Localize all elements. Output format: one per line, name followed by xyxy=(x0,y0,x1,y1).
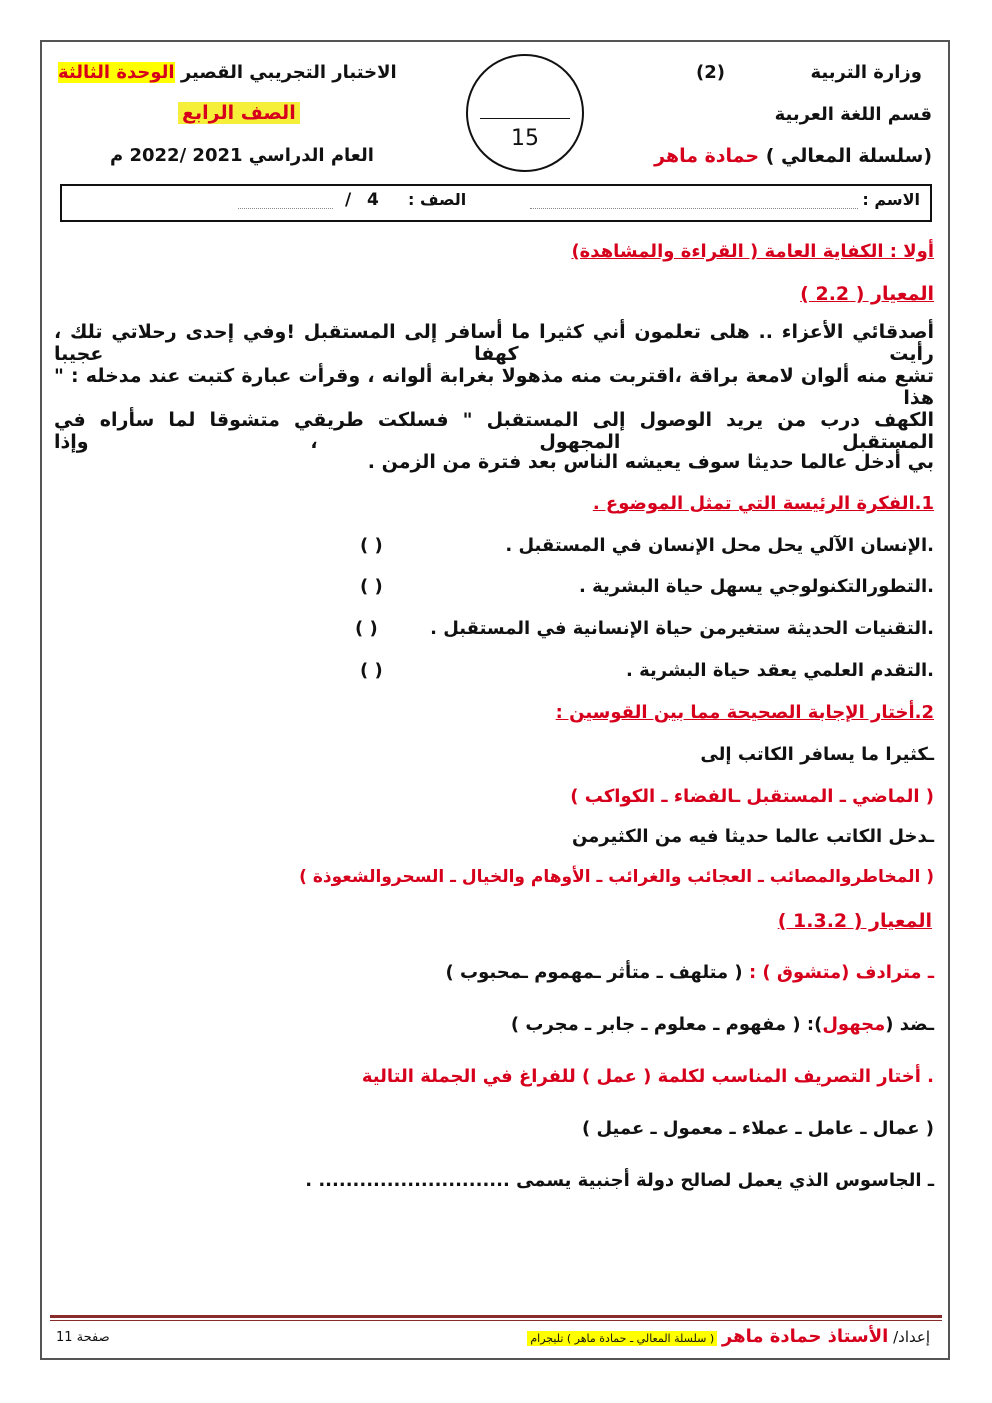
synonym-choices: ( متلهف ـ متأثر ـمهموم ـمحبوب ) xyxy=(445,962,743,983)
section1-criterion: المعيار ( 2.2 ) xyxy=(800,283,934,305)
synonym-question xyxy=(446,962,934,983)
footer-rule-thin xyxy=(50,1320,942,1321)
footer-author: الأستاذ حمادة ماهر xyxy=(721,1326,889,1347)
class-section-field[interactable] xyxy=(238,208,333,209)
footer-rule xyxy=(50,1315,942,1318)
reading-paragraph-line: تشع منه ألوان لامعة براقة ،اقتربت منه مذهولا بغرابة ألوانه ، وقرأت عبارة كتبت عند مدخله : " هذا xyxy=(54,365,934,409)
class-label: الصف : xyxy=(408,190,467,209)
page-frame xyxy=(40,40,950,1360)
exam-title xyxy=(58,62,397,83)
q1-answer-box[interactable]: ( ) xyxy=(360,660,383,681)
class-separator: / xyxy=(345,190,352,210)
class-value: 4 xyxy=(367,190,379,210)
exam-unit: الوحدة الثالثة xyxy=(58,62,175,83)
conjugation-title: . أختار التصريف المناسب لكلمة ( عمل ) للفراغ في الجملة التالية xyxy=(361,1066,934,1087)
exam-title-prefix: الاختبار التجريبي القصير xyxy=(180,62,397,83)
ministry-label: وزارة التربية xyxy=(810,62,922,83)
question2-title: 2.أختار الإجابة الصحيحة مما بين القوسين : xyxy=(555,702,934,723)
series-author: حمادة ماهر xyxy=(654,145,760,167)
antonym-question xyxy=(511,1014,934,1035)
score-divider xyxy=(480,118,570,119)
score-circle xyxy=(466,54,584,172)
reading-paragraph-line: الكهف درب من يريد الوصول إلى المستقبل " فسلكت طريقي متشوقا لما سأراه في المستقبل المجهول ، وإذا xyxy=(54,409,934,453)
series-prefix: (سلسلة المعالي ) xyxy=(765,145,932,167)
section2-criterion: المعيار ( 1.3.2 ) xyxy=(777,910,932,932)
section1-title: أولا : الكفاية العامة ( القراءة والمشاهدة) xyxy=(571,241,934,262)
department-label: قسم اللغة العربية xyxy=(774,104,932,125)
antonym-label-b: ): xyxy=(806,1014,823,1035)
fill-in-sentence: ـ الجاسوس الذي يعمل لصالح دولة أجنبية يسمى ............................ . xyxy=(305,1170,934,1191)
student-info-box xyxy=(60,184,932,222)
synonym-label: ـ مترادف (متشوق ) : xyxy=(748,962,934,983)
footer-channel: ( سلسلة المعالي ـ حمادة ماهر ) تليجرام xyxy=(527,1331,717,1346)
footer-credit xyxy=(527,1326,930,1347)
reading-paragraph-line: أصدقائي الأعزاء .. هلى تعلمون أني كثيرا ما أسافر إلى المستقبل !وفي إحدى رحلاتي تلك ، رأيت كهفا عجيبا xyxy=(54,321,934,365)
exam-number: (2) xyxy=(696,62,725,83)
name-field[interactable] xyxy=(530,208,858,209)
school-year: العام الدراسي 2021 /2022 م xyxy=(110,145,374,166)
q2b-stem: ـدخل الكاتب عالما حديثا فيه من الكثيرمن xyxy=(571,826,934,847)
q1-option: .التقدم العلمي يعقد حياة البشرية . xyxy=(626,660,934,681)
antonym-label-a: ـضد ( xyxy=(885,1014,934,1035)
q2a-stem: ـكثيرا ما يسافر الكاتب إلى xyxy=(700,744,934,765)
grade-label: الصف الرابع xyxy=(178,102,300,124)
q2a-choices: ( الماضي ـ المستقبل ـالفضاء ـ الكواكب ) xyxy=(570,786,934,807)
question1-title: 1.الفكرة الرئيسة التي تمثل الموضوع . xyxy=(592,493,934,514)
conjugation-choices: ( عمال ـ عامل ـ عملاء ـ معمول ـ عميل ) xyxy=(581,1118,934,1139)
q1-option: .التطورالتكنولوجي يسهل حياة البشرية . xyxy=(579,576,934,597)
q1-option: .الإنسان الآلي يحل محل الإنسان في المستقبل . xyxy=(505,535,934,556)
score-value: 15 xyxy=(511,126,539,151)
q1-option: .التقنيات الحديثة ستغيرمن حياة الإنسانية في المستقبل . xyxy=(430,618,934,639)
reading-paragraph-line: بي أدخل عالما حديثا سوف يعيشه الناس بعد فترة من الزمن . xyxy=(367,451,934,473)
name-label: الاسم : xyxy=(862,190,920,209)
series-line xyxy=(654,145,932,167)
q2b-choices: ( المخاطروالمصائب ـ العجائب والغرائب ـ الأوهام والخيال ـ السحروالشعوذة ) xyxy=(299,867,934,887)
page-number: صفحة 11 xyxy=(56,1330,110,1345)
antonym-choices: ( مفهوم ـ معلوم ـ جابر ـ مجرب ) xyxy=(510,1014,801,1035)
antonym-word: مجهول xyxy=(822,1014,886,1035)
q1-answer-box[interactable]: ( ) xyxy=(360,535,383,556)
q1-answer-box[interactable]: ( ) xyxy=(360,576,383,597)
prepared-label: إعداد/ xyxy=(893,1328,930,1346)
q1-answer-box[interactable]: ( ) xyxy=(355,618,378,639)
